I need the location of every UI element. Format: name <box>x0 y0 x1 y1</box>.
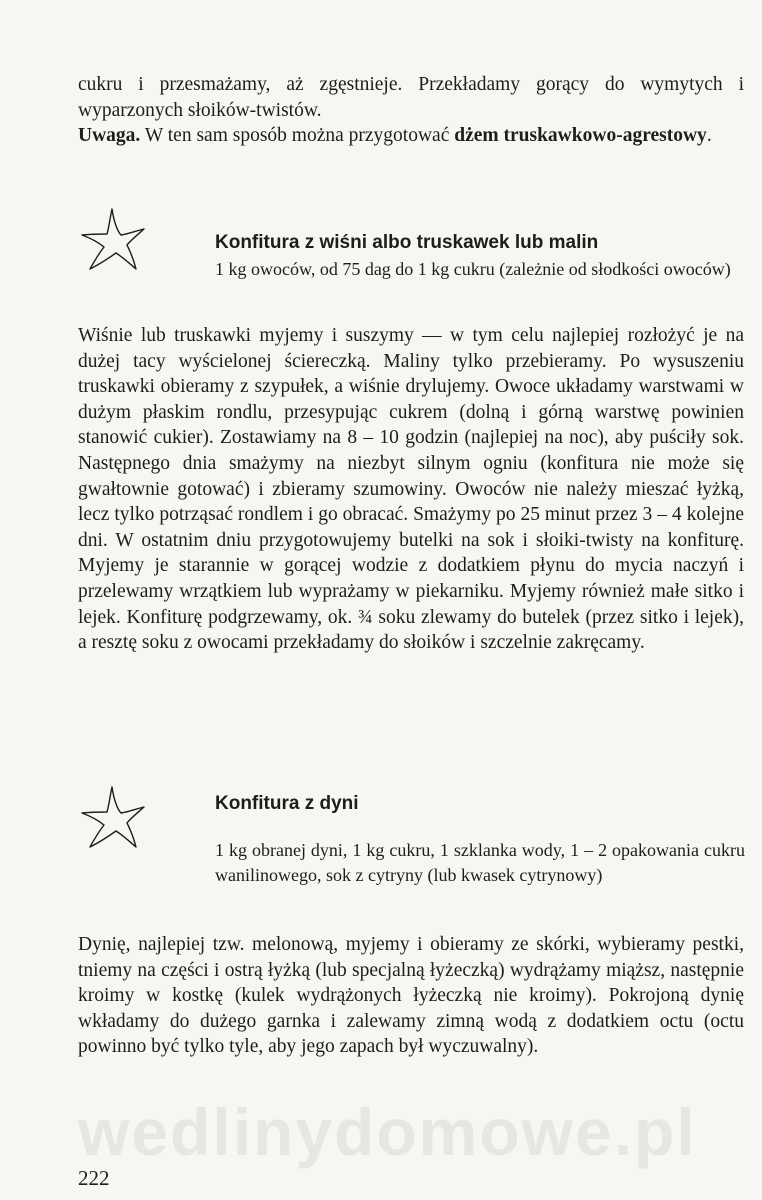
note-label: Uwaga. <box>78 125 141 147</box>
recipe1-ingredients: 1 kg owoców, od 75 dag do 1 kg cukru (zależnie od słodkości owoców) <box>215 259 731 279</box>
recipe2-body: Dynię, najlepiej tzw. melonową, myjemy i obieramy ze skórki, wybieramy pestki, tniemy na części i ostrą łyżką (lub specjalną łyżeczką) wydrążamy miąższ, następnie kroimy w kostkę (kulek wydrążonych łyżeczką nie kroimy). Pokrojoną dynię wkładamy do dużego garnka i zalewamy zimną wodą z dodatkiem octu (octu powinno być tylko tyle, aby jego zapach był wyczuwalny). <box>78 934 744 1058</box>
note-bold: dżem truskawkowo-agrestowy <box>454 125 707 147</box>
recipe2-section <box>78 932 744 1060</box>
page-number: 222 <box>78 1166 110 1190</box>
recipe1-title: Konfitura z wiśni albo truskawek lub malin <box>215 232 599 253</box>
intro-paragraph: cukru i przesmażamy, aż zgęstnieje. Przekładamy gorący do wymytych i wyparzonych słoików-twistów. <box>78 74 744 121</box>
intro-section <box>78 72 744 149</box>
recipe2-title: Konfitura z dyni <box>215 793 359 814</box>
watermark: wedlinydomowe.pl <box>78 1095 697 1169</box>
note-end: . <box>706 125 712 147</box>
note-paragraph <box>78 123 744 149</box>
recipe2-ingredients: 1 kg obranej dyni, 1 kg cukru, 1 szklanka wody, 1 – 2 opakowania cukru wanilinowego, sok z cytryny (lub kwasek cytrynowy) <box>215 840 745 885</box>
star-outline-icon <box>78 205 148 273</box>
recipe1-body: Wiśnie lub truskawki myjemy i suszymy — w tym celu najlepiej rozłożyć je na dużej tacy wyścielonej ściereczką. Maliny tylko przebieramy. Po wysuszeniu truskawki obieramy z szypułek, a wiśnie drylujemy. Owoce układamy warstwami w dużym płaskim rondlu, przesypując cukrem (dolną i górną warstwę powinien stanowić cukier). Zostawiamy na 8 – 10 godzin (najlepiej na noc), aby puściły sok. Następnego dnia smażymy na niezbyt silnym ogniu (konfitura nie może się gwałtownie gotować) i zbieramy szumowiny. Owoców nie należy mieszać łyżką, lecz tylko potrząsać rondlem i go obracać. Smażymy po 25 minut przez 3 – 4 kolejne dni. W ostatnim dniu przygotowujemy butelki na sok i słoiki-twisty na konfiturę. Myjemy je starannie w gorącej wodzie z dodatkiem płynu do mycia naczyń i przelewamy wrzątkiem lub wyprażamy w piekarniku. Myjemy również małe sitko i lejek. Konfiturę podgrzewamy, ok. ¾ soku zlewamy do butelek (przez sitko i lejek), a resztę soku z owocami przekładamy do słoików i szczelnie zakręcamy. <box>78 325 744 654</box>
recipe1-section <box>78 323 744 656</box>
star-outline-icon <box>78 783 148 851</box>
note-text: W ten sam sposób można przygotować <box>140 125 455 147</box>
